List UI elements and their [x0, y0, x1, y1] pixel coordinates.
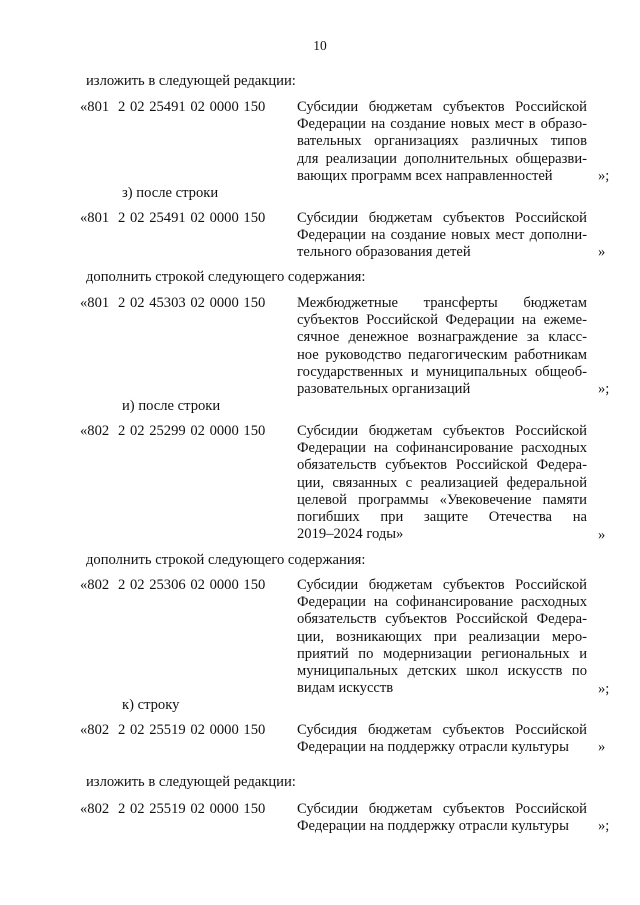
- entry-description-line: Субсидии бюджетам субъектов Российской: [297, 99, 587, 115]
- entry-description-line: ции, возникающих при реализации меро-: [297, 628, 587, 645]
- entry-quote-close: »;: [598, 681, 610, 697]
- entry-description: [297, 801, 587, 835]
- subsection-text: к) строку: [122, 697, 180, 713]
- entry-description-line: ное руководство педагогическим работникам: [297, 346, 587, 363]
- entry-description-line: Федерации на поддержку отрасли культуры: [297, 818, 569, 835]
- subsection-text: и) после строки: [122, 398, 221, 414]
- entry-quote-open: «801: [80, 295, 110, 311]
- page-number: 10: [313, 38, 327, 53]
- instruction-text: изложить в следующей редакции:: [86, 73, 296, 89]
- entry-description: [297, 577, 587, 697]
- entry-quote-open: «802: [80, 722, 110, 738]
- entry-description-line: Субсидии бюджетам субъектов Российской: [297, 210, 587, 226]
- entry-description-line: Федерации на софинансирование расходных: [297, 594, 587, 611]
- entry-description-line: 2019–2024 годы»: [297, 526, 404, 543]
- entry-description-line: субъектов Российской Федерации на ежеме-: [297, 312, 587, 329]
- entry-quote-close: »: [598, 244, 606, 260]
- entry-code: 2 02 25491 02 0000 150: [118, 210, 266, 226]
- entry-description-line: вающих программ всех направленностей: [297, 167, 553, 184]
- entry-description-line: обязательств субъектов Российской Федера-: [297, 457, 587, 474]
- entry-description-line: Межбюджетные трансферты бюджетам: [297, 295, 587, 311]
- entry-description-line: Федерации на софинансирование расходных: [297, 440, 587, 457]
- entry-description-line: приятий по модернизации региональных и: [297, 645, 587, 662]
- instruction-text: дополнить строкой следующего содержания:: [86, 552, 366, 568]
- entry-quote-open: «801: [80, 99, 110, 115]
- entry-code: 2 02 25519 02 0000 150: [118, 801, 266, 817]
- entry-quote-close: »: [598, 527, 606, 543]
- entry-description-line: тельного образования детей: [297, 244, 471, 261]
- entry-quote-close: »;: [598, 818, 610, 834]
- entry-description: [297, 295, 587, 398]
- entry-description-line: государственных и муниципальных общеоб-: [297, 363, 587, 380]
- entry-code: 2 02 25519 02 0000 150: [118, 722, 266, 738]
- entry-description-line: для реализации дополнительных общеразви-: [297, 150, 587, 167]
- entry-quote-open: «802: [80, 577, 110, 593]
- entry-description-line: Субсидия бюджетам субъектов Российской: [297, 722, 587, 738]
- entry-description: [297, 423, 587, 543]
- entry-code: 2 02 45303 02 0000 150: [118, 295, 266, 311]
- entry-description: [297, 210, 587, 262]
- entry-description-line: обязательств субъектов Российской Федера-: [297, 611, 587, 628]
- entry-description-line: погибших при защите Отечества на: [297, 509, 587, 526]
- entry-description-line: ции, связанных с реализацией федеральной: [297, 474, 587, 491]
- subsection-text: з) после строки: [122, 185, 219, 201]
- entry-description-line: Субсидии бюджетам субъектов Российской: [297, 801, 587, 817]
- entry-quote-close: »;: [598, 381, 610, 397]
- entry-quote-close: »;: [598, 168, 610, 184]
- entry-description: [297, 99, 587, 185]
- entry-description: [297, 722, 587, 756]
- entry-description-line: Федерации на поддержку отрасли культуры: [297, 739, 569, 756]
- entry-quote-open: «802: [80, 423, 110, 439]
- entry-code: 2 02 25299 02 0000 150: [118, 423, 266, 439]
- entry-description-line: Федерации на создание новых мест дополни-: [297, 227, 587, 244]
- entry-description-line: Субсидии бюджетам субъектов Российской: [297, 577, 587, 593]
- entry-description-line: сячное денежное вознаграждение за класс-: [297, 329, 587, 346]
- instruction-text: изложить в следующей редакции:: [86, 774, 296, 790]
- entry-description-line: видам искусств: [297, 680, 394, 697]
- entry-description-line: Федерации на создание новых мест в образо-: [297, 116, 587, 133]
- instruction-text: дополнить строкой следующего содержания:: [86, 269, 366, 285]
- entry-code: 2 02 25491 02 0000 150: [118, 99, 266, 115]
- entry-quote-open: «802: [80, 801, 110, 817]
- entry-description-line: целевой программы «Увековечение памяти: [297, 491, 587, 508]
- entry-quote-close: »: [598, 739, 606, 755]
- entry-description-line: разовательных организаций: [297, 381, 471, 398]
- entry-description-line: вательных организациях различных типов: [297, 133, 587, 150]
- entry-description-line: Субсидии бюджетам субъектов Российской: [297, 423, 587, 439]
- entry-code: 2 02 25306 02 0000 150: [118, 577, 266, 593]
- entry-quote-open: «801: [80, 210, 110, 226]
- entry-description-line: муниципальных детских школ искусств по: [297, 663, 587, 680]
